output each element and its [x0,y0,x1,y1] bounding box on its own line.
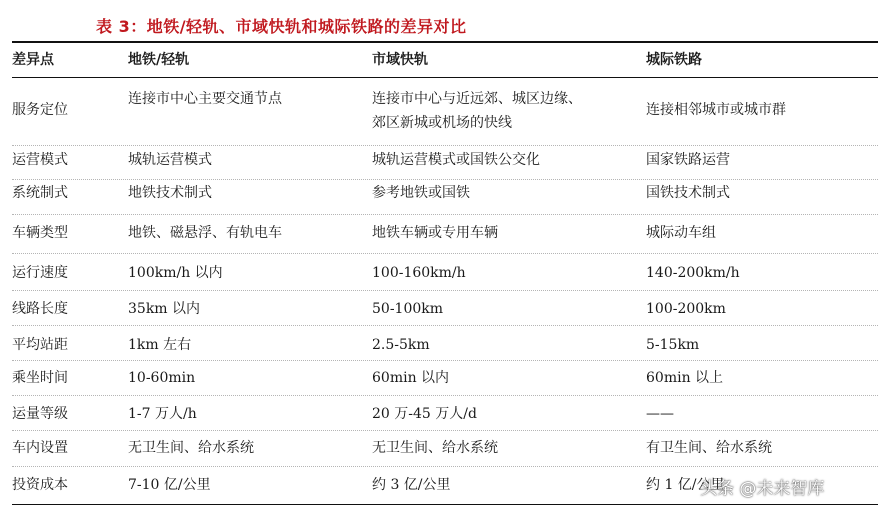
cell-suburban: 2.5-5km [372,337,430,353]
row-divider [12,145,878,146]
cell-suburban: 约 3 亿/公里 [372,477,451,493]
row-label: 运量等级 [12,406,68,422]
cell-metro: 城轨运营模式 [128,152,212,168]
cell-metro: 35km 以内 [128,301,201,317]
row-label: 运营模式 [12,152,68,168]
table-top-rule [12,41,878,43]
row-label: 车内设置 [12,440,68,456]
cell-suburban: 参考地铁或国铁 [372,185,470,201]
header-diff-point: 差异点 [12,52,54,68]
row-divider [12,290,878,291]
cell-intercity: 国铁技术制式 [646,185,730,201]
table-title: 表 3：地铁/轻轨、市域快轨和城际铁路的差异对比 [96,17,467,36]
header-metro: 地铁/轻轨 [128,52,190,68]
cell-metro: 100km/h 以内 [128,265,223,281]
cell-metro: 地铁技术制式 [128,185,212,201]
table-bottom-rule [12,504,878,505]
cell-metro: 1km 左右 [128,337,192,353]
row-divider [12,214,878,215]
cell-metro: 7-10 亿/公里 [128,477,211,493]
row-divider [12,430,878,431]
cell-intercity: 100-200km [646,301,726,317]
cell-metro: 无卫生间、给水系统 [128,440,254,456]
row-divider [12,253,878,254]
cell-intercity: —— [646,406,674,422]
cell-intercity: 国家铁路运营 [646,152,730,168]
row-divider [12,395,878,396]
row-divider [12,179,878,180]
cell-metro: 1-7 万人/h [128,406,197,422]
row-divider [12,360,878,361]
cell-suburban: 60min 以内 [372,370,450,386]
table-header-rule [12,77,878,78]
row-divider [12,466,878,467]
cell-suburban: 城轨运营模式或国铁公交化 [372,152,540,168]
row-label: 平均站距 [12,337,68,353]
cell-suburban: 无卫生间、给水系统 [372,440,498,456]
cell-suburban: 100-160km/h [372,265,466,281]
cell-metro: 连接市中心主要交通节点 [128,91,282,107]
row-divider [12,325,878,326]
watermark: 头条 @未来智库 [700,479,825,499]
header-suburban: 市域快轨 [372,52,428,68]
cell-suburban: 郊区新城或机场的快线 [372,115,512,131]
cell-intercity: 60min 以上 [646,370,724,386]
row-label: 系统制式 [12,185,68,201]
row-label: 服务定位 [12,102,68,118]
row-label: 投资成本 [12,477,68,493]
row-label: 线路长度 [12,301,68,317]
cell-intercity: 有卫生间、给水系统 [646,440,772,456]
cell-intercity: 约 1 亿/公里 [646,477,725,493]
row-label: 乘坐时间 [12,370,68,386]
cell-suburban: 20 万-45 万人/d [372,406,477,422]
cell-suburban: 50-100km [372,301,444,317]
row-label: 车辆类型 [12,225,68,241]
cell-metro: 10-60min [128,370,196,386]
cell-intercity: 5-15km [646,337,700,353]
cell-metro: 地铁、磁悬浮、有轨电车 [128,225,282,241]
cell-intercity: 城际动车组 [646,225,716,241]
cell-intercity: 140-200km/h [646,265,740,281]
cell-intercity: 连接相邻城市或城市群 [646,102,786,118]
cell-suburban: 连接市中心与近远郊、城区边缘、 [372,91,582,107]
header-intercity: 城际铁路 [646,52,702,68]
cell-suburban: 地铁车辆或专用车辆 [372,225,498,241]
row-label: 运行速度 [12,265,68,281]
